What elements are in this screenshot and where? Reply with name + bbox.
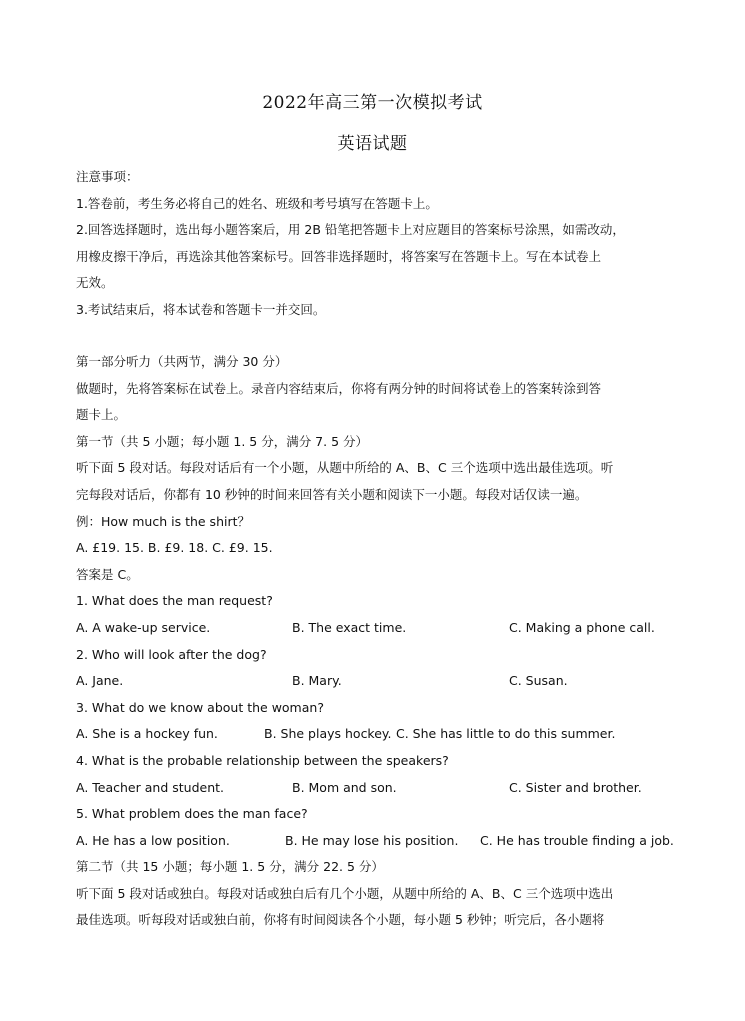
question-3-option-b: B. She plays hockey. [264,726,392,742]
question-2-option-c: C. Susan. [509,673,568,689]
notice-item-2-line-1: 2.回答选择题时，选出每小题答案后，用 2B 铅笔把答题卡上对应题目的答案标号涂黑，如需改动， [76,222,625,238]
notice-heading: 注意事项： [76,169,139,184]
example-options: A. £19. 15. B. £9. 18. C. £9. 15. [76,540,273,556]
question-3-option-a: A. She is a hockey fun. [76,726,218,742]
question-3-options [76,721,676,748]
part-one-intro-line-1: 做题时，先将答案标在试卷上。录音内容结束后，你将有两分钟的时间将试卷上的答案转涂到答 [76,380,602,396]
exam-subtitle: 英语试题 [337,134,408,154]
part-one-block [76,349,676,934]
question-1-option-b: B. The exact time. [292,619,407,635]
notice-block [76,164,676,324]
question-4-option-c: C. Sister and brother. [509,779,642,795]
section-two-intro-line-2: 最佳选项。听每段对话或独白前，你将有时间阅读各个小题，每小题 5 秒钟；听完后，各小题将 [76,912,605,928]
section-one-heading: 第一节（共 5 小题；每小题 1. 5 分，满分 7. 5 分） [76,433,368,449]
example-question: 例：How much is the shirt？ [76,513,251,529]
question-5-stem: 5. What problem does the man face? [76,806,308,822]
notice-item-2-line-2: 用橡皮擦干净后，再选涂其他答案标号。回答非选择题时，将答案写在答题卡上。写在本试卷上 [76,248,602,264]
question-5-option-a: A. He has a low position. [76,832,230,848]
question-4-stem: 4. What is the probable relationship between the speakers? [76,752,449,768]
question-1-options [76,615,676,642]
notice-item-2-line-3: 无效。 [76,275,114,291]
section-one-intro-line-2: 完每段对话后，你都有 10 秒钟的时间来回答有关小题和阅读下一小题。每段对话仅读一遍。 [76,486,588,502]
question-4-option-b: B. Mom and son. [292,779,397,795]
question-2-options [76,668,676,695]
question-5-option-b: B. He may lose his position. [285,832,459,848]
section-one-intro-line-1: 听下面 5 段对话。每段对话后有一个小题，从题中所给的 A、B、C 三个选项中选出最佳选项。听 [76,460,614,476]
question-1-option-c: C. Making a phone call. [509,619,655,635]
question-2-option-b: B. Mary. [292,673,342,689]
question-1-option-a: A. A wake-up service. [76,619,211,635]
question-5-options [76,828,676,855]
question-4-option-a: A. Teacher and student. [76,779,224,795]
question-2-option-a: A. Jane. [76,673,124,689]
question-2-stem: 2. Who will look after the dog? [76,646,267,662]
part-one-heading: 第一部分听力（共两节，满分 30 分） [76,354,288,369]
notice-item-1: 1.答卷前，考生务必将自己的姓名、班级和考号填写在答题卡上。 [76,195,438,211]
question-5-option-c: C. He has trouble finding a job. [480,832,674,848]
exam-title: 2022年高三第一次模拟考试 [262,93,483,113]
question-1-stem: 1. What does the man request? [76,593,273,609]
notice-item-3: 3.考试结束后，将本试卷和答题卡一并交回。 [76,301,326,317]
question-4-options [76,775,676,802]
part-one-intro-line-2: 题卡上。 [76,407,127,423]
question-3-option-c: C. She has little to do this summer. [396,726,616,742]
example-answer: 答案是 C。 [76,566,139,582]
section-two-heading: 第二节（共 15 小题；每小题 1. 5 分，满分 22. 5 分） [76,859,384,875]
question-3-stem: 3. What do we know about the woman? [76,699,324,715]
section-two-intro-line-1: 听下面 5 段对话或独白。每段对话或独白后有几个小题，从题中所给的 A、B、C 三个选项中选出 [76,885,614,901]
